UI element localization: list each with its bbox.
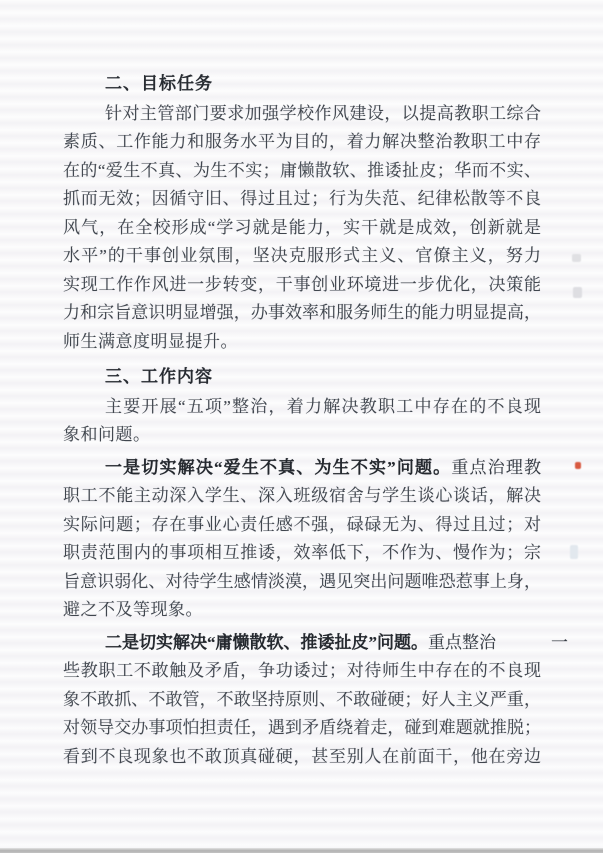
text-line: 实际问题；存在事业心责任感不强，碌碌无为、得过且过；对 <box>63 514 541 534</box>
text-line: 对领导交办事项怕担责任，遇到矛盾绕着走，碰到难题就推脱； <box>63 718 541 737</box>
bold-lead-sentence: 二是切实解决“庸懒散软、推诿扯皮”问题。 <box>105 632 428 652</box>
text-line <box>63 629 568 658</box>
text-line: 实现工作作风进一步转变，干事创业环境进一步优化，决策能 <box>63 274 541 294</box>
text-line: 师生满意度明显提升。 <box>63 331 238 351</box>
text-line <box>63 454 541 483</box>
text-line: 在的“爱生不真、为生不实；庸懒散软、推诿扯皮；华而不实、 <box>63 160 541 180</box>
scan-mark-gray-smudge-1 <box>572 254 581 262</box>
text-line: 象和问题。 <box>63 425 151 444</box>
paragraph <box>63 100 541 357</box>
line-rest-text: 重点整治 <box>428 632 496 652</box>
paragraph <box>63 393 541 450</box>
line-tail-text: 一 <box>551 632 568 652</box>
text-line: 素质、工作能力和服务水平为目的，着力解决整治教职工中存 <box>63 132 541 151</box>
text-line: 水平”的干事创业氛围，坚决克服形式主义、官僚主义，努力 <box>63 246 541 265</box>
text-line: 职责范围内的事项相互推诿，效率低下，不作为、慢作为；宗 <box>63 543 541 562</box>
bold-lead-sentence: 一是切实解决“爱生不真、为生不实”问题。 <box>105 457 452 477</box>
text-line: 主要开展“五项”整治，着力解决教职工中存在的不良现 <box>105 396 541 416</box>
text-line: 抓而无效；因循守旧、得过且过；行为失范、纪律松散等不良 <box>63 189 541 208</box>
paragraph <box>63 454 541 625</box>
text-line: 针对主管部门要求加强学校作风建设，以提高教职工综合 <box>105 103 541 123</box>
text-line: 些教职工不敢触及矛盾，争功诿过；对待师生中存在的不良现 <box>63 661 541 680</box>
text-line: 旨意识弱化、对待学生感情淡漠，遇见突出问题唯恐惹事上身， <box>63 571 541 591</box>
text-line: 象不敢抓、不敢管，不敢坚持原则、不敢碰硬；好人主义严重， <box>63 689 541 709</box>
document-content <box>63 70 568 771</box>
paragraph <box>63 629 568 772</box>
line-rest-text: 重点治理教 <box>451 457 542 477</box>
scan-mark-red-dot <box>575 462 581 469</box>
section-heading: 三、工作内容 <box>105 367 213 386</box>
text-line: 避之不及等现象。 <box>63 600 203 619</box>
scan-mark-gray-smudge-2 <box>573 287 582 298</box>
text-line: 看到不良现象也不敢顶真碰硬，甚至别人在前面干，他在旁边 <box>63 746 541 766</box>
text-line: 风气，在全校形成“学习就是能力，实干就是成效，创新就是 <box>63 217 541 237</box>
section-heading: 二、目标任务 <box>105 74 213 93</box>
text-line: 职工不能主动深入学生、深入班级宿舍与学生谈心谈话，解决 <box>63 486 541 505</box>
scan-mark-blue-smudge <box>570 545 578 559</box>
scanner-edge-band <box>0 848 603 853</box>
text-line: 力和宗旨意识明显增强，办事效率和服务师生的能力明显提高， <box>63 303 541 322</box>
